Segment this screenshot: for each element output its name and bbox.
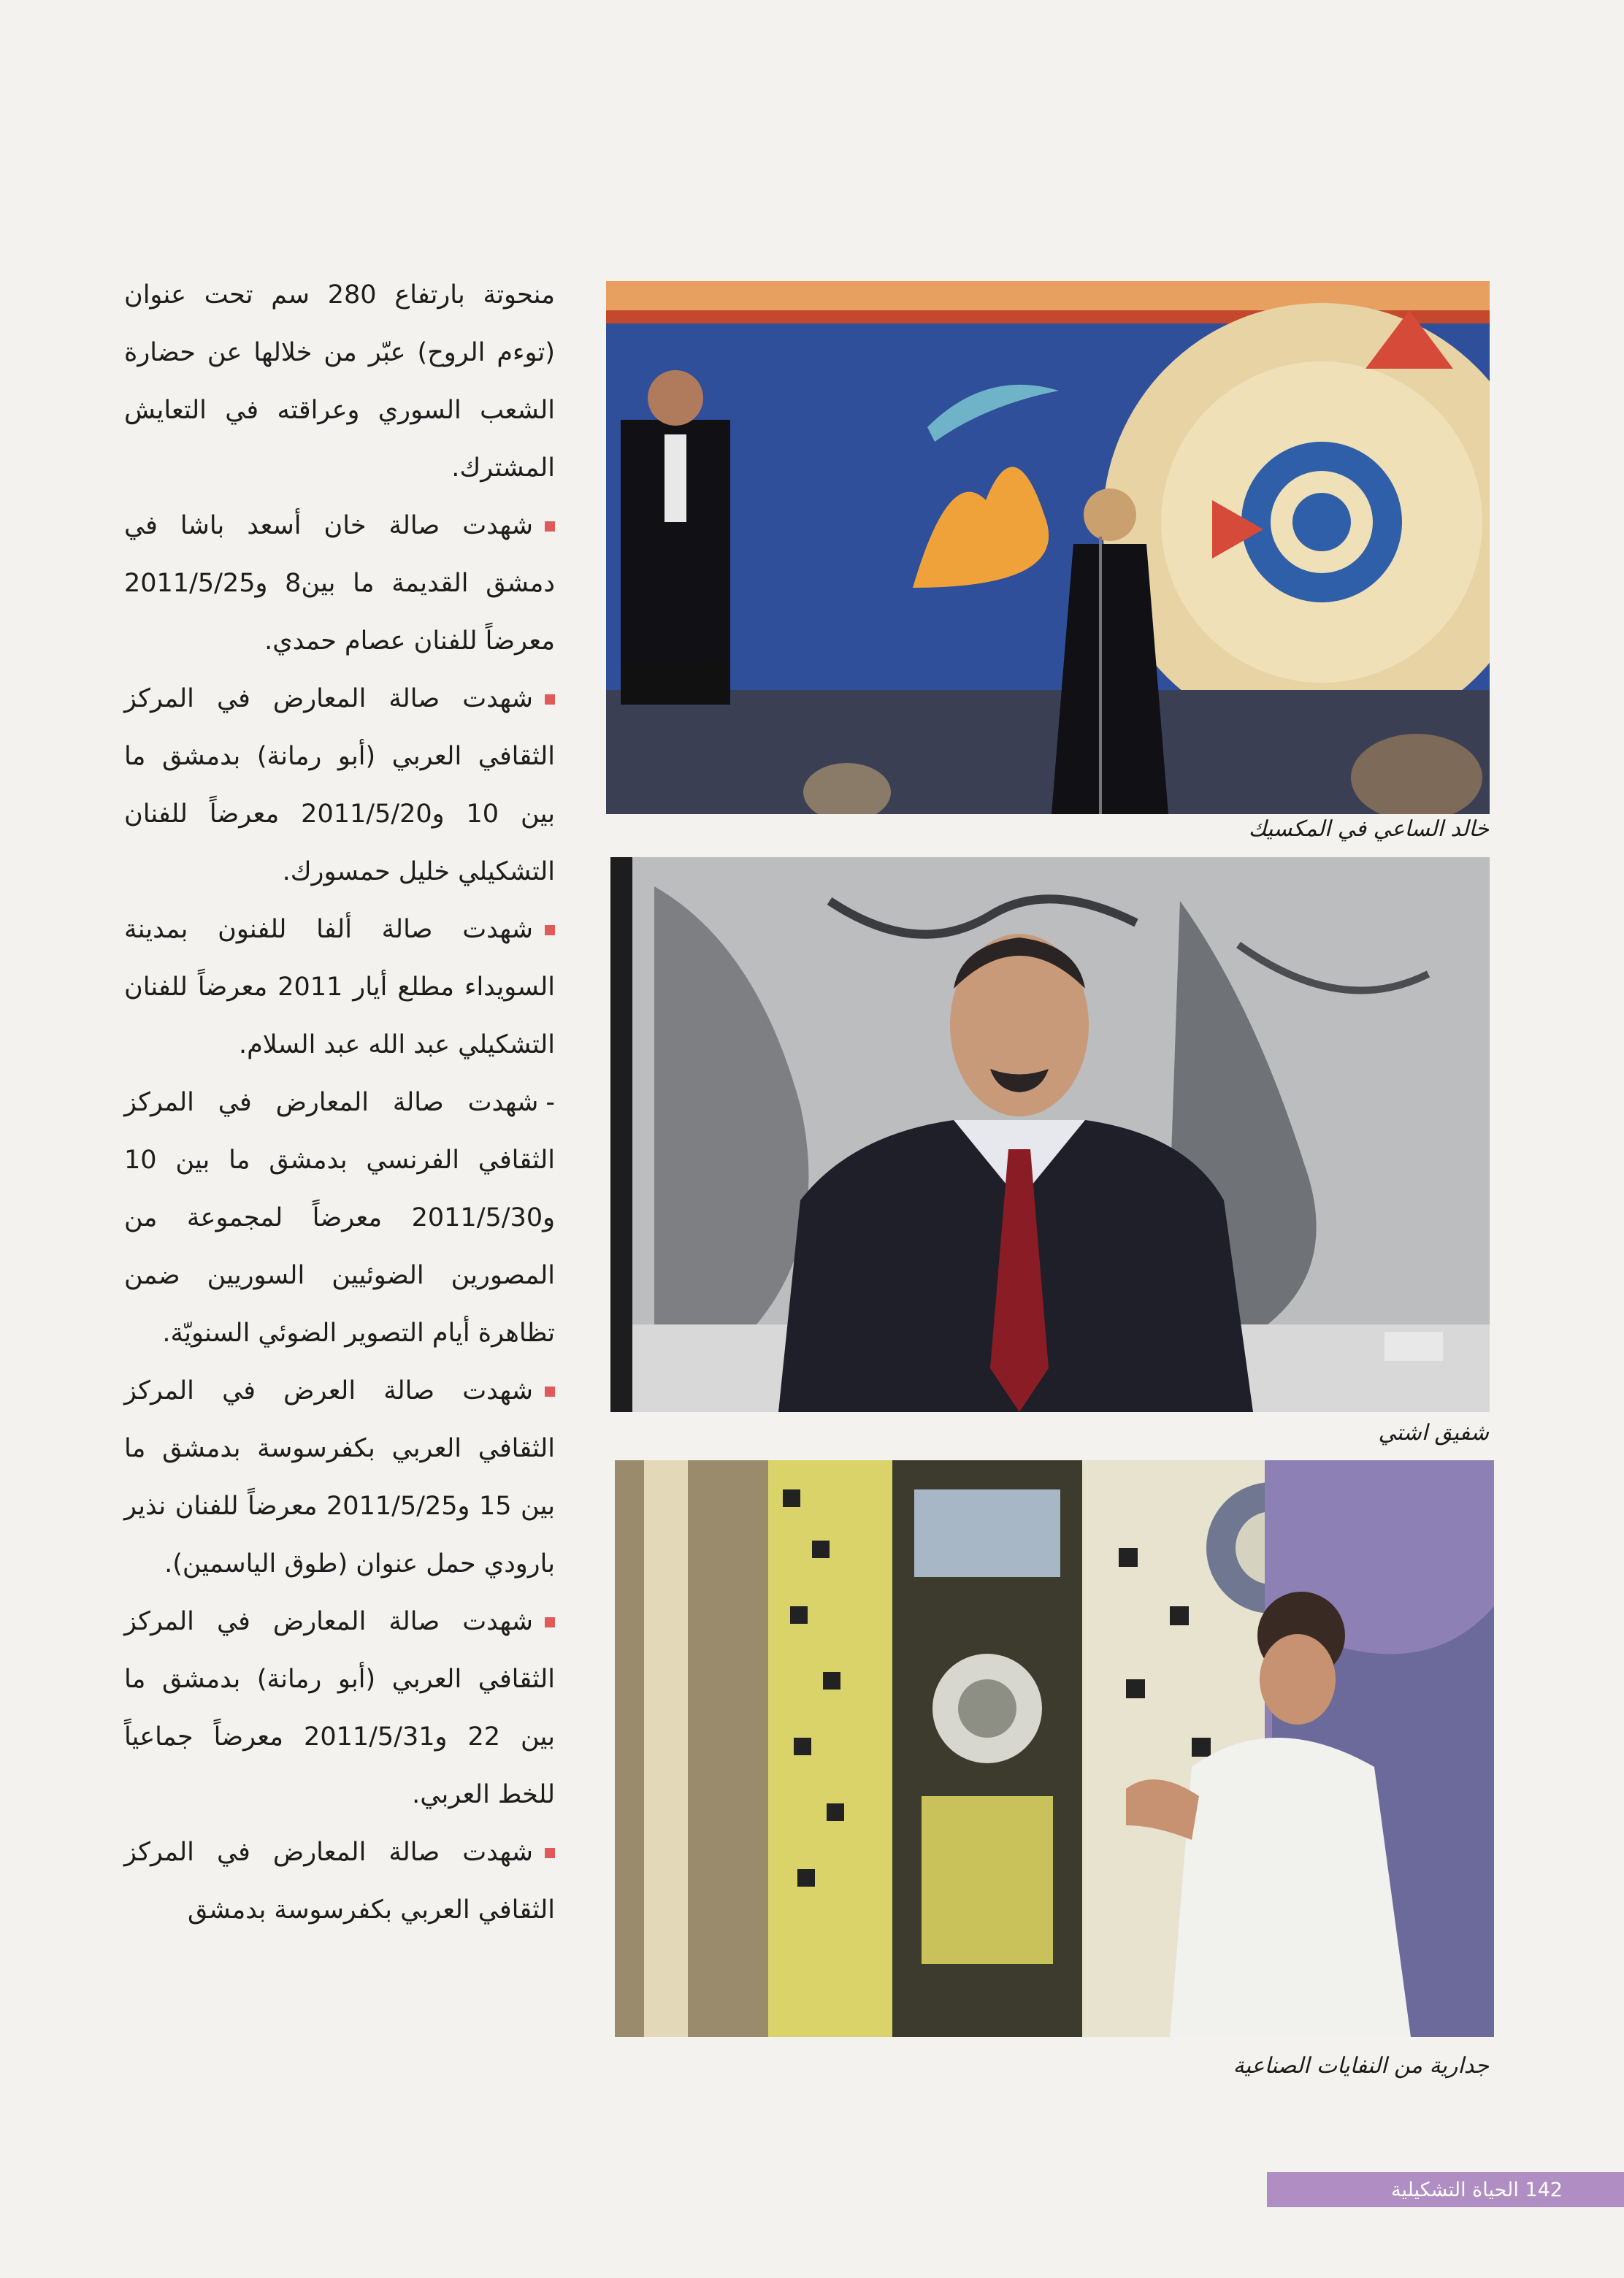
news-item [124,901,555,1074]
bullet-square-icon [545,1387,555,1397]
photo-portrait [610,857,1490,1412]
news-item [124,1593,555,1824]
footer-label [1391,2179,1563,2201]
paragraph-text: شهدت صالة خان أسعد باشا في دمشق القديمة ما بين8 و2011/5/25 معرضاً للفنان عصام حمدي. [124,511,556,656]
news-item [124,1074,555,1362]
mosaic-mural-image [615,1460,1494,2037]
article-text-column [124,266,555,1939]
news-item [124,1362,555,1593]
caption-photo-2: شفيق اشتي [1378,1420,1489,1446]
bullet-square-icon [545,694,555,705]
bullet-square-icon [545,925,555,935]
paragraph-intro [124,266,555,497]
paragraph-text: شهدت صالة ألفا للفنون بمدينة السويداء مطلع أيار 2011 معرضاً للفنان التشكيلي عبد الله عبد السلام. [124,915,555,1059]
photo-mosaic-mural [615,1460,1494,2037]
bullet-square-icon [545,1848,555,1858]
bullet-square-icon [545,1617,555,1627]
paragraph-text: شهدت صالة المعارض في المركز الثقافي العربي (أبو رمانة) بدمشق ما بين 10 و2011/5/20 معرضاً للفنان التشكيلي خليل حمسورك. [124,684,556,886]
stage-performance-image [606,281,1490,814]
paragraph-text: شهدت صالة المعارض في المركز الثقافي العربي (أبو رمانة) بدمشق ما بين 22 و2011/5/31 معرضاً جماعياً للخط العربي. [124,1607,555,1809]
page-footer-bar [1267,2172,1624,2207]
bullet-square-icon [545,521,555,532]
paragraph-text: شهدت صالة المعارض في المركز الثقافي الفرنسي بدمشق ما بين 10 و2011/5/30 معرضاً لمجموعة من المصورين الضوئيين السوريين ضمن تظاهرة أيام التصوير الضوئي السنويّة. [124,1088,555,1348]
caption-photo-3: جدارية من النفايات الصناعية [1233,2053,1489,2079]
page-number: 142 [1525,2178,1563,2201]
caption-photo-1: خالد الساعي في المكسيك [1248,816,1489,842]
paragraph-text: منحوتة بارتفاع 280 سم تحت عنوان (توءم الروح) عبّر من خلالها عن حضارة الشعب السوري وعراقته في التعايش المشترك. [124,280,555,483]
news-item [124,497,555,670]
news-item [124,1824,555,1939]
news-item [124,670,555,901]
dash-marker-icon: - [545,1088,555,1117]
paragraph-text: شهدت صالة العرض في المركز الثقافي العربي بكفرسوسة بدمشق ما بين 15 و2011/5/25 معرضاً للفنان نذير بارودي حمل عنوان (طوق الياسمين). [124,1376,555,1579]
paragraph-text: شهدت صالة المعارض في المركز الثقافي العربي بكفرسوسة بدمشق [124,1838,555,1925]
magazine-title: الحياة التشكيلية [1391,2178,1519,2201]
photo-stage-performance [606,281,1490,814]
portrait-image [610,857,1490,1412]
